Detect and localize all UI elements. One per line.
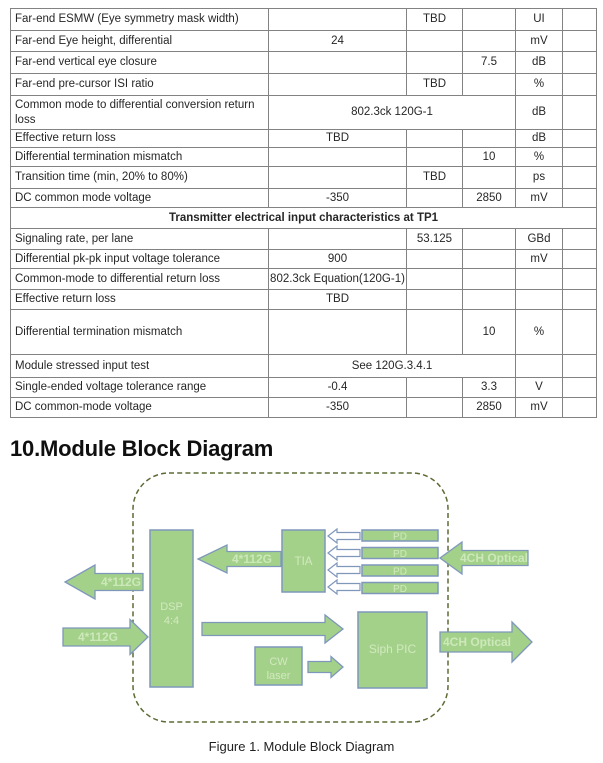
value-cell: %: [516, 310, 563, 355]
arrow-host-out-label: 4*112G: [100, 575, 142, 589]
param-label-cell: Common-mode to differential return loss: [11, 269, 269, 290]
pd-block-label: PD: [393, 549, 407, 560]
value-cell: TBD: [407, 74, 463, 96]
value-cell: %: [516, 74, 563, 96]
value-cell: dB: [516, 130, 563, 148]
value-cell: 10: [463, 148, 516, 167]
param-label-cell: Transition time (min, 20% to 80%): [11, 167, 269, 189]
param-label-cell: DC common mode voltage: [11, 189, 269, 208]
value-cell: 802.3ck Equation(120G-1): [269, 269, 407, 290]
cw-laser-label-line2: laser: [266, 670, 291, 682]
value-cell: GBd: [516, 229, 563, 250]
value-cell: -0.4: [269, 378, 407, 398]
value-cell: mV: [516, 398, 563, 418]
param-label-cell: Module stressed input test: [11, 355, 269, 378]
value-cell: See 120G.3.4.1: [269, 355, 516, 378]
value-cell: mV: [516, 31, 563, 52]
arrow-optical-out-label: 4CH Optical: [442, 635, 512, 649]
figure-caption: Figure 1. Module Block Diagram: [208, 739, 395, 754]
table-section-header: Transmitter electrical input characteristics at TP1: [11, 208, 597, 229]
param-label-cell: Differential termination mismatch: [11, 148, 269, 167]
section-heading: 10.Module Block Diagram: [10, 436, 274, 461]
value-cell: 2850: [463, 189, 516, 208]
param-label-cell: Far-end ESMW (Eye symmetry mask width): [11, 9, 269, 31]
value-cell: UI: [516, 9, 563, 31]
param-label-cell: Common mode to differential conversion return loss: [11, 96, 269, 130]
cw-laser-label-line1: CW: [269, 656, 288, 668]
pd-block-label: PD: [393, 566, 407, 578]
param-label-cell: Single-ended voltage tolerance range: [11, 378, 269, 398]
siph-pic-label: Siph PIC: [368, 642, 417, 656]
param-label-cell: Differential termination mismatch: [11, 310, 269, 355]
arrow-optical-in-label: 4CH Optical: [459, 551, 529, 565]
value-cell: mV: [516, 250, 563, 269]
arrow-pd2-to-tia: [328, 546, 360, 560]
value-cell: mV: [516, 189, 563, 208]
value-cell: 53.125: [407, 229, 463, 250]
arrow-pd4-to-tia: [328, 580, 360, 594]
param-label-cell: Effective return loss: [11, 290, 269, 310]
pd-block-label: PD: [393, 584, 407, 595]
value-cell: -350: [269, 189, 407, 208]
value-cell: 24: [269, 31, 407, 52]
value-cell: dB: [516, 52, 563, 74]
value-cell: -350: [269, 398, 407, 418]
param-label-cell: Signaling rate, per lane: [11, 229, 269, 250]
value-cell: 802.3ck 120G-1: [269, 96, 516, 130]
value-cell: 7.5: [463, 52, 516, 74]
param-label-cell: DC common-mode voltage: [11, 398, 269, 418]
value-cell: dB: [516, 96, 563, 130]
param-label-cell: Far-end pre-cursor ISI ratio: [11, 74, 269, 96]
param-label-cell: Differential pk-pk input voltage tolerance: [11, 250, 269, 269]
value-cell: 2850: [463, 398, 516, 418]
value-cell: 900: [269, 250, 407, 269]
arrow-cw-to-siph: [308, 657, 343, 678]
value-cell: TBD: [407, 9, 463, 31]
param-label-cell: Far-end vertical eye closure: [11, 52, 269, 74]
tia-block-label: TIA: [294, 556, 313, 568]
value-cell: 10: [463, 310, 516, 355]
pd-block-label: PD: [393, 531, 407, 543]
arrow-host-in-label: 4*112G: [77, 630, 119, 644]
param-label-cell: Effective return loss: [11, 130, 269, 148]
arrow-dsp-to-siph: [202, 615, 343, 643]
value-cell: 3.3: [463, 378, 516, 398]
value-cell: TBD: [407, 167, 463, 189]
param-label-cell: Far-end Eye height, differential: [11, 31, 269, 52]
arrow-pd3-to-tia: [328, 563, 360, 577]
arrow-tia-to-dsp-label: 4*112G: [231, 552, 273, 566]
value-cell: TBD: [269, 290, 407, 310]
value-cell: V: [516, 378, 563, 398]
arrow-pd1-to-tia: [328, 529, 360, 543]
value-cell: %: [516, 148, 563, 167]
dsp-block-label-line1: DSP: [160, 601, 183, 613]
value-cell: ps: [516, 167, 563, 189]
dsp-block-label-line2: 4:4: [163, 615, 180, 627]
value-cell: TBD: [269, 130, 407, 148]
